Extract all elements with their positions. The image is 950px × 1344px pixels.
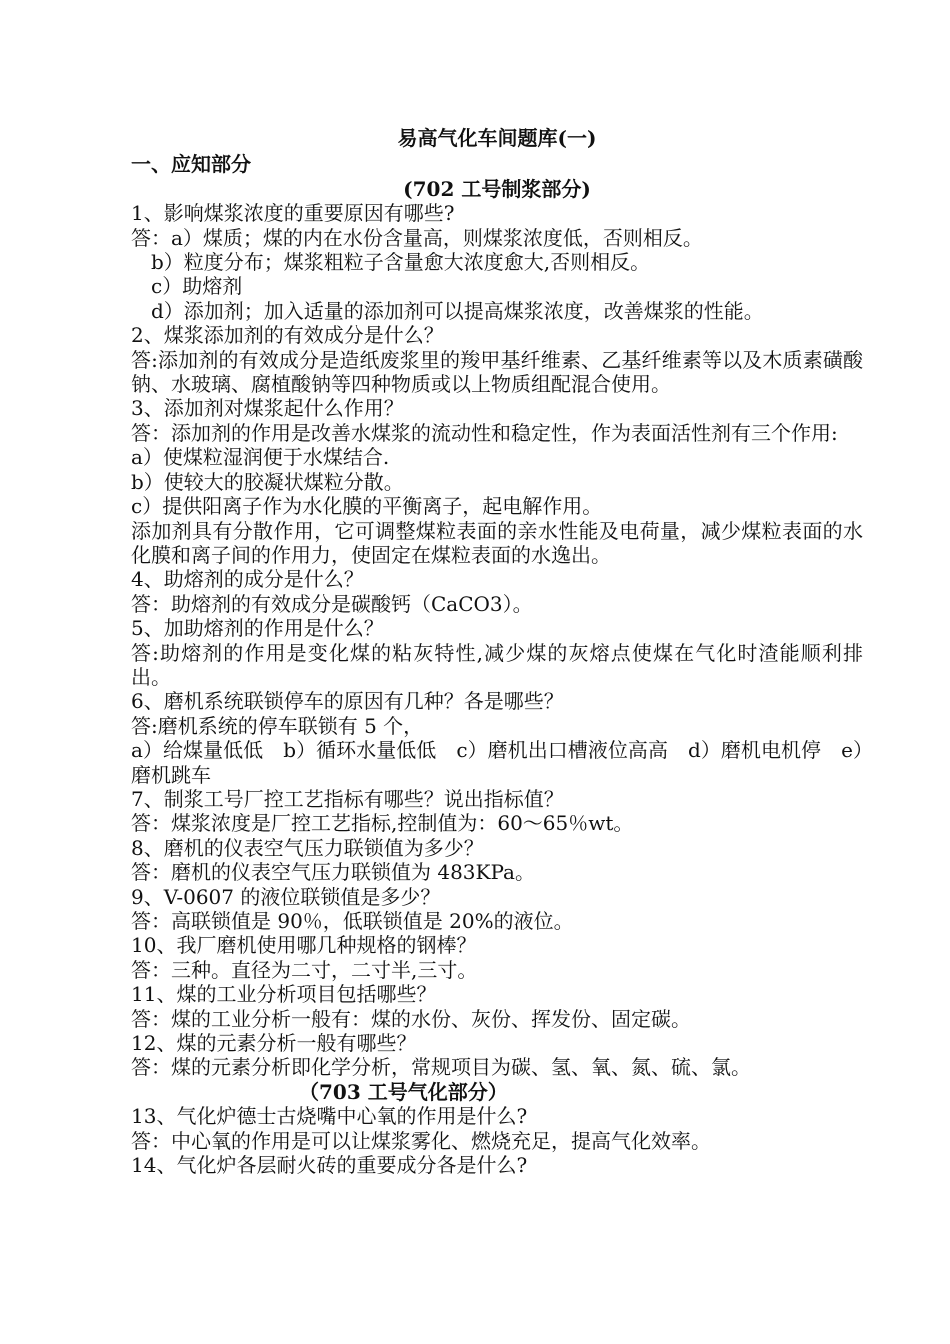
answer-line: 答：高联锁值是 90％，低联锁值是 20%的液位。: [131, 909, 574, 933]
answer-paragraph: 答:助熔剂的作用是变化煤的粘灰特性,减少煤的灰熔点使煤在气化时渣能顺利排出。: [131, 640, 863, 689]
answer-paragraph: 添加剂具有分散作用，它可调整煤粒表面的亲水性能及电荷量，减少煤粒表面的水化膜和离子间的作用力，使固定在煤粒表面的水逸出。: [131, 518, 863, 567]
document-page: [131, 126, 863, 1177]
question-line: 7、制浆工号厂控工艺指标有哪些？说出指标值？: [131, 786, 564, 811]
answer-line: 答：三种。直径为二寸，二寸半,三寸。: [131, 957, 478, 982]
question-line: 12、煤的元素分析一般有哪些？: [131, 1031, 417, 1056]
question-line: 11、煤的工业分析项目包括哪些？: [131, 982, 437, 1007]
question-line: 8、磨机的仪表空气压力联锁值为多少？: [131, 835, 484, 860]
question-line: 2、煤浆添加剂的有效成分是什么？: [131, 323, 444, 348]
question-line: 10、我厂磨机使用哪几种规格的钢棒？: [131, 933, 477, 958]
answer-line: b）使较大的胶凝状煤粒分散。: [131, 469, 404, 494]
answer-line: 答：煤的元素分析即化学分析，常规项目为碳、氢、氧、氮、硫、氯。: [131, 1055, 751, 1080]
answer-line: 答：煤浆浓度是厂控工艺指标,控制值为：60～65％wt。: [131, 811, 634, 836]
question-line: 1、影响煤浆浓度的重要原因有哪些?: [131, 201, 455, 226]
answer-line: 答：a）煤质；煤的内在水份含量高，则煤浆浓度低，否则相反。: [131, 225, 703, 250]
answer-line: 答：中心氧的作用是可以让煤浆雾化、燃烧充足，提高气化效率。: [131, 1128, 711, 1153]
question-line: 5、加助熔剂的作用是什么？: [131, 616, 384, 641]
answer-line: d）添加剂；加入适量的添加剂可以提高煤浆浓度，改善煤浆的性能。: [151, 298, 764, 323]
subsection-heading-703: （703 工号气化部分）: [299, 1079, 508, 1104]
subsection-heading-702: (702 工号制浆部分): [403, 176, 591, 201]
answer-line: 答：磨机的仪表空气压力联锁值为 483KPa。: [131, 860, 535, 885]
answer-line: b）粒度分布；煤浆粗粒子含量愈大浓度愈大,否则相反。: [151, 250, 651, 275]
question-line: 9、V-0607 的液位联锁值是多少？: [131, 884, 441, 909]
document-title: 易高气化车间题库(一): [397, 126, 597, 150]
answer-line: 答:磨机系统的停车联锁有 5 个，: [131, 713, 424, 738]
answer-paragraph: 答：添加剂的作用是改善水煤浆的流动性和稳定性，作为表面活性剂有三个作用:: [131, 420, 838, 445]
answer-line: 答：助熔剂的有效成分是碳酸钙（CaCO3）。: [131, 591, 533, 616]
answer-line: 答：煤的工业分析一般有：煤的水份、灰份、挥发份、固定碳。: [131, 1006, 691, 1031]
question-line: 13、气化炉德士古烧嘴中心氧的作用是什么?: [131, 1104, 528, 1129]
answer-paragraph: a）给煤量低低 b）循环水量低低 c）磨机出口槽液位高高 d）磨机电机停 e）磨机跳车: [131, 738, 863, 787]
answer-line: c）助熔剂: [151, 274, 243, 299]
question-line: 4、助熔剂的成分是什么？: [131, 567, 364, 592]
answer-line: a）使煤粒湿润便于水煤结合.: [131, 445, 390, 470]
section-heading: 一、应知部分: [131, 152, 251, 177]
question-line: 6、磨机系统联锁停车的原因有几种？各是哪些？: [131, 689, 564, 714]
answer-paragraph: 答:添加剂的有效成分是造纸废浆里的羧甲基纤维素、乙基纤维素等以及木质素磺酸钠、水玻璃、腐植酸钠等四种物质或以上物质组配混合使用。: [131, 347, 863, 397]
question-line: 14、气化炉各层耐火砖的重要成分各是什么?: [131, 1153, 528, 1178]
answer-line: c）提供阳离子作为水化膜的平衡离子，起电解作用。: [131, 494, 603, 519]
question-line: 3、添加剂对煤浆起什么作用？: [131, 396, 404, 421]
